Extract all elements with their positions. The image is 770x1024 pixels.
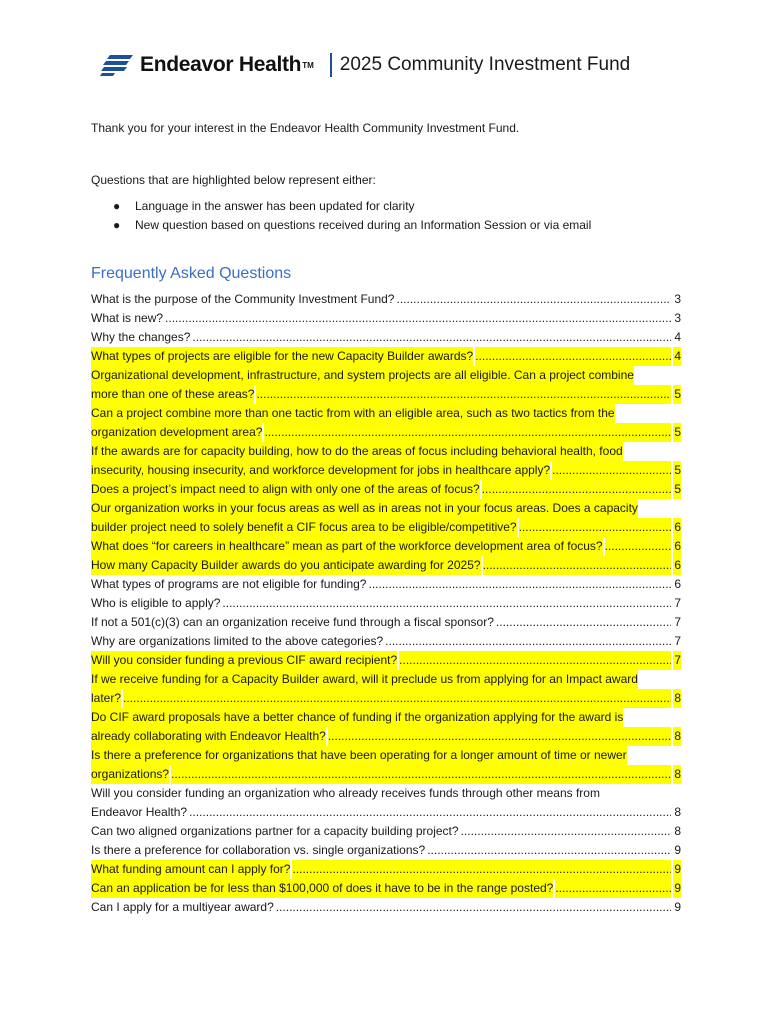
toc-dot-leader <box>396 290 671 309</box>
toc-entry-text: Why the changes? <box>91 330 191 344</box>
toc-entry-line <box>91 442 681 461</box>
toc-page-number: 6 <box>673 556 681 575</box>
toc-entry-line <box>91 632 681 651</box>
toc-entry-line <box>91 803 681 822</box>
toc-dot-leader <box>123 689 671 708</box>
toc-entry-line <box>91 518 681 537</box>
toc-page-number: 9 <box>673 879 681 898</box>
toc-entry-line <box>91 461 681 480</box>
toc-entry-line <box>91 613 681 632</box>
toc-page-number: 8 <box>674 805 681 819</box>
toc-dot-leader <box>264 423 671 442</box>
toc-entry-line <box>91 594 681 613</box>
toc-page-number: 5 <box>673 461 681 480</box>
toc-dot-leader <box>475 347 671 366</box>
toc-page-number: 8 <box>673 727 681 746</box>
toc-entry-line <box>91 822 681 841</box>
endeavor-logo-icon <box>100 54 134 76</box>
toc-dot-leader <box>496 613 671 632</box>
toc-dot-leader <box>276 898 672 917</box>
toc-page-number: 9 <box>674 843 681 857</box>
toc-page-number: 4 <box>673 347 681 366</box>
toc-entry-line <box>91 746 681 765</box>
toc-entry-line <box>91 347 681 366</box>
toc-page-number: 7 <box>674 634 681 648</box>
toc-entry-text: Can I apply for a multiyear award? <box>91 900 274 914</box>
toc-entry[interactable] <box>91 898 681 917</box>
toc-entry[interactable] <box>91 442 681 480</box>
bullet-list <box>113 197 591 235</box>
toc-entry-text: How many Capacity Builder awards do you anticipate awarding for 2025? <box>91 556 481 575</box>
toc-entry-text: Endeavor Health? <box>91 805 188 819</box>
toc-page-number: 7 <box>674 615 681 629</box>
toc-entry-line <box>91 366 681 385</box>
toc-entry-line <box>91 556 681 575</box>
toc-entry[interactable] <box>91 499 681 537</box>
toc-dot-leader <box>256 385 671 404</box>
toc-entry-text: insecurity, housing insecurity, and workforce development for jobs in healthcare apply? <box>91 461 550 480</box>
toc-entry[interactable] <box>91 784 681 822</box>
toc-dot-leader <box>483 556 672 575</box>
toc-entry-text: What funding amount can I apply for? <box>91 860 290 879</box>
document-header <box>100 50 630 80</box>
toc-dot-leader <box>555 879 671 898</box>
toc-entry-text: What is new? <box>91 311 164 325</box>
toc-page-number: 7 <box>674 596 681 610</box>
toc-entry-line <box>91 385 681 404</box>
toc-dot-leader <box>189 803 671 822</box>
toc-dot-leader <box>552 461 671 480</box>
toc-entry-text: If not a 501(c)(3) can an organization receive fund through a fiscal sponsor? <box>91 615 494 629</box>
brand-trademark: TM <box>302 60 314 70</box>
toc-dot-leader <box>292 860 671 879</box>
toc-page-number: 5 <box>673 423 681 442</box>
toc-entry-line <box>91 689 681 708</box>
toc-entry-text: organization development area? <box>91 423 262 442</box>
toc-dot-leader <box>368 575 671 594</box>
toc-dot-leader <box>482 480 672 499</box>
toc-entry-line <box>91 765 681 784</box>
toc-entry-line <box>91 537 681 556</box>
toc-entry[interactable] <box>91 879 681 898</box>
toc-entry[interactable] <box>91 347 681 366</box>
toc-entry[interactable] <box>91 537 681 556</box>
header-divider <box>330 53 332 77</box>
toc-entry[interactable] <box>91 480 681 499</box>
toc-entry-line <box>91 480 681 499</box>
toc-entry[interactable] <box>91 328 681 347</box>
toc-entry-text: What types of programs are not eligible for funding? <box>91 577 367 591</box>
brand-name: Endeavor Health <box>140 53 302 76</box>
bullet-item: ● Language in the answer has been updated for clarity <box>113 197 591 216</box>
toc-page-number: 8 <box>673 765 681 784</box>
toc-entry[interactable] <box>91 366 681 404</box>
toc-entry-line <box>91 670 681 689</box>
toc-entry-line <box>91 309 681 328</box>
toc-entry-text: Can a project combine more than one tactic from with an eligible area, such as two tactics from the <box>91 404 615 423</box>
toc-entry[interactable] <box>91 708 681 746</box>
toc-entry[interactable] <box>91 556 681 575</box>
toc-entry-line <box>91 879 681 898</box>
questions-note: Questions that are highlighted below represent either: <box>91 173 376 187</box>
toc-entry[interactable] <box>91 632 681 651</box>
toc-entry[interactable] <box>91 651 681 670</box>
toc-page-number: 3 <box>674 311 681 325</box>
toc-entry-text: Do CIF award proposals have a better chance of funding if the organization applying for the award is <box>91 708 623 727</box>
bullet-icon: ● <box>113 199 121 213</box>
toc-entry[interactable] <box>91 309 681 328</box>
toc-dot-leader <box>165 309 671 328</box>
toc-entry[interactable] <box>91 746 681 784</box>
toc-entry-text: What does “for careers in healthcare” mean as part of the workforce development area of focus? <box>91 537 603 556</box>
toc-entry-text: Why are organizations limited to the above categories? <box>91 634 384 648</box>
toc-entry-text: Our organization works in your focus areas as well as in areas not in your focus areas. Does a capacity <box>91 499 638 518</box>
toc-entry-text: Organizational development, infrastructure, and system projects are all eligible. Can a project combine <box>91 366 634 385</box>
toc-dot-leader <box>461 822 672 841</box>
toc-page-number: 8 <box>674 824 681 838</box>
toc-entry-text: builder project need to solely benefit a CIF focus area to be eligible/competitive? <box>91 518 517 537</box>
toc-entry[interactable] <box>91 613 681 632</box>
toc-dot-leader <box>222 594 671 613</box>
toc-page-number: 4 <box>674 330 681 344</box>
toc-entry-line <box>91 404 681 423</box>
toc-entry-line <box>91 651 681 670</box>
document-title: 2025 Community Investment Fund <box>339 54 631 75</box>
toc-entry-line <box>91 727 681 746</box>
toc-entry-text: If the awards are for capacity building, how to do the areas of focus including behavioral health, food <box>91 442 623 461</box>
toc-entry-line <box>91 841 681 860</box>
toc-entry-text: Is there a preference for organizations that have been operating for a longer amount of time or newer <box>91 746 627 765</box>
toc-entry[interactable] <box>91 404 681 442</box>
toc-dot-leader <box>192 328 671 347</box>
toc-page-number: 8 <box>673 689 681 708</box>
toc-entry[interactable] <box>91 670 681 708</box>
toc-entry[interactable] <box>91 860 681 879</box>
toc-page-number: 5 <box>673 385 681 404</box>
toc-entry-text: Will you consider funding a previous CIF award recipient? <box>91 651 397 670</box>
toc-entry-text: What types of projects are eligible for the new Capacity Builder awards? <box>91 347 473 366</box>
toc-entry-text: later? <box>91 689 121 708</box>
toc-dot-leader <box>171 765 671 784</box>
toc-dot-leader <box>519 518 672 537</box>
toc-entry-line <box>91 575 681 594</box>
toc-entry-line <box>91 860 681 879</box>
toc-page-number: 7 <box>673 651 681 670</box>
table-of-contents <box>91 290 681 917</box>
toc-entry-text: organizations? <box>91 765 169 784</box>
toc-dot-leader <box>605 537 672 556</box>
toc-entry[interactable] <box>91 822 681 841</box>
toc-page-number: 6 <box>674 577 681 591</box>
toc-entry-line <box>91 290 681 309</box>
toc-page-number: 3 <box>674 292 681 306</box>
toc-entry-line <box>91 423 681 442</box>
toc-entry-line <box>91 708 681 727</box>
toc-entry-text: more than one of these areas? <box>91 385 254 404</box>
toc-entry-line <box>91 898 681 917</box>
toc-entry-line <box>91 784 681 803</box>
toc-entry-text: Can an application be for less than $100,000 of does it have to be in the range posted? <box>91 879 553 898</box>
toc-entry-text: Who is eligible to apply? <box>91 596 221 610</box>
toc-entry-text: Does a project’s impact need to align with only one of the areas of focus? <box>91 480 480 499</box>
toc-page-number: 9 <box>673 860 681 879</box>
bullet-item: ● New question based on questions received during an Information Session or via email <box>113 216 591 235</box>
toc-entry-line <box>91 499 681 518</box>
toc-entry-text: Will you consider funding an organization who already receives funds through other means from <box>91 786 600 800</box>
toc-entry[interactable] <box>91 594 681 613</box>
toc-entry[interactable] <box>91 575 681 594</box>
toc-dot-leader <box>385 632 671 651</box>
toc-entry-text: already collaborating with Endeavor Health? <box>91 727 326 746</box>
toc-page-number: 6 <box>673 537 681 556</box>
bullet-icon: ● <box>113 218 121 232</box>
toc-page-number: 9 <box>674 900 681 914</box>
toc-dot-leader <box>399 651 671 670</box>
toc-entry-text: Is there a preference for collaboration vs. single organizations? <box>91 843 426 857</box>
toc-entry-line <box>91 328 681 347</box>
intro-text: Thank you for your interest in the Endeavor Health Community Investment Fund. <box>91 121 520 135</box>
toc-entry[interactable] <box>91 290 681 309</box>
toc-dot-leader <box>427 841 671 860</box>
toc-entry[interactable] <box>91 841 681 860</box>
toc-page-number: 5 <box>673 480 681 499</box>
toc-entry-text: What is the purpose of the Community Investment Fund? <box>91 292 395 306</box>
toc-dot-leader <box>328 727 672 746</box>
faq-heading: Frequently Asked Questions <box>91 265 292 282</box>
toc-page-number: 6 <box>673 518 681 537</box>
toc-entry-text: Can two aligned organizations partner for a capacity building project? <box>91 824 459 838</box>
toc-entry-text: If we receive funding for a Capacity Builder award, will it preclude us from applying for an Impact award <box>91 670 638 689</box>
